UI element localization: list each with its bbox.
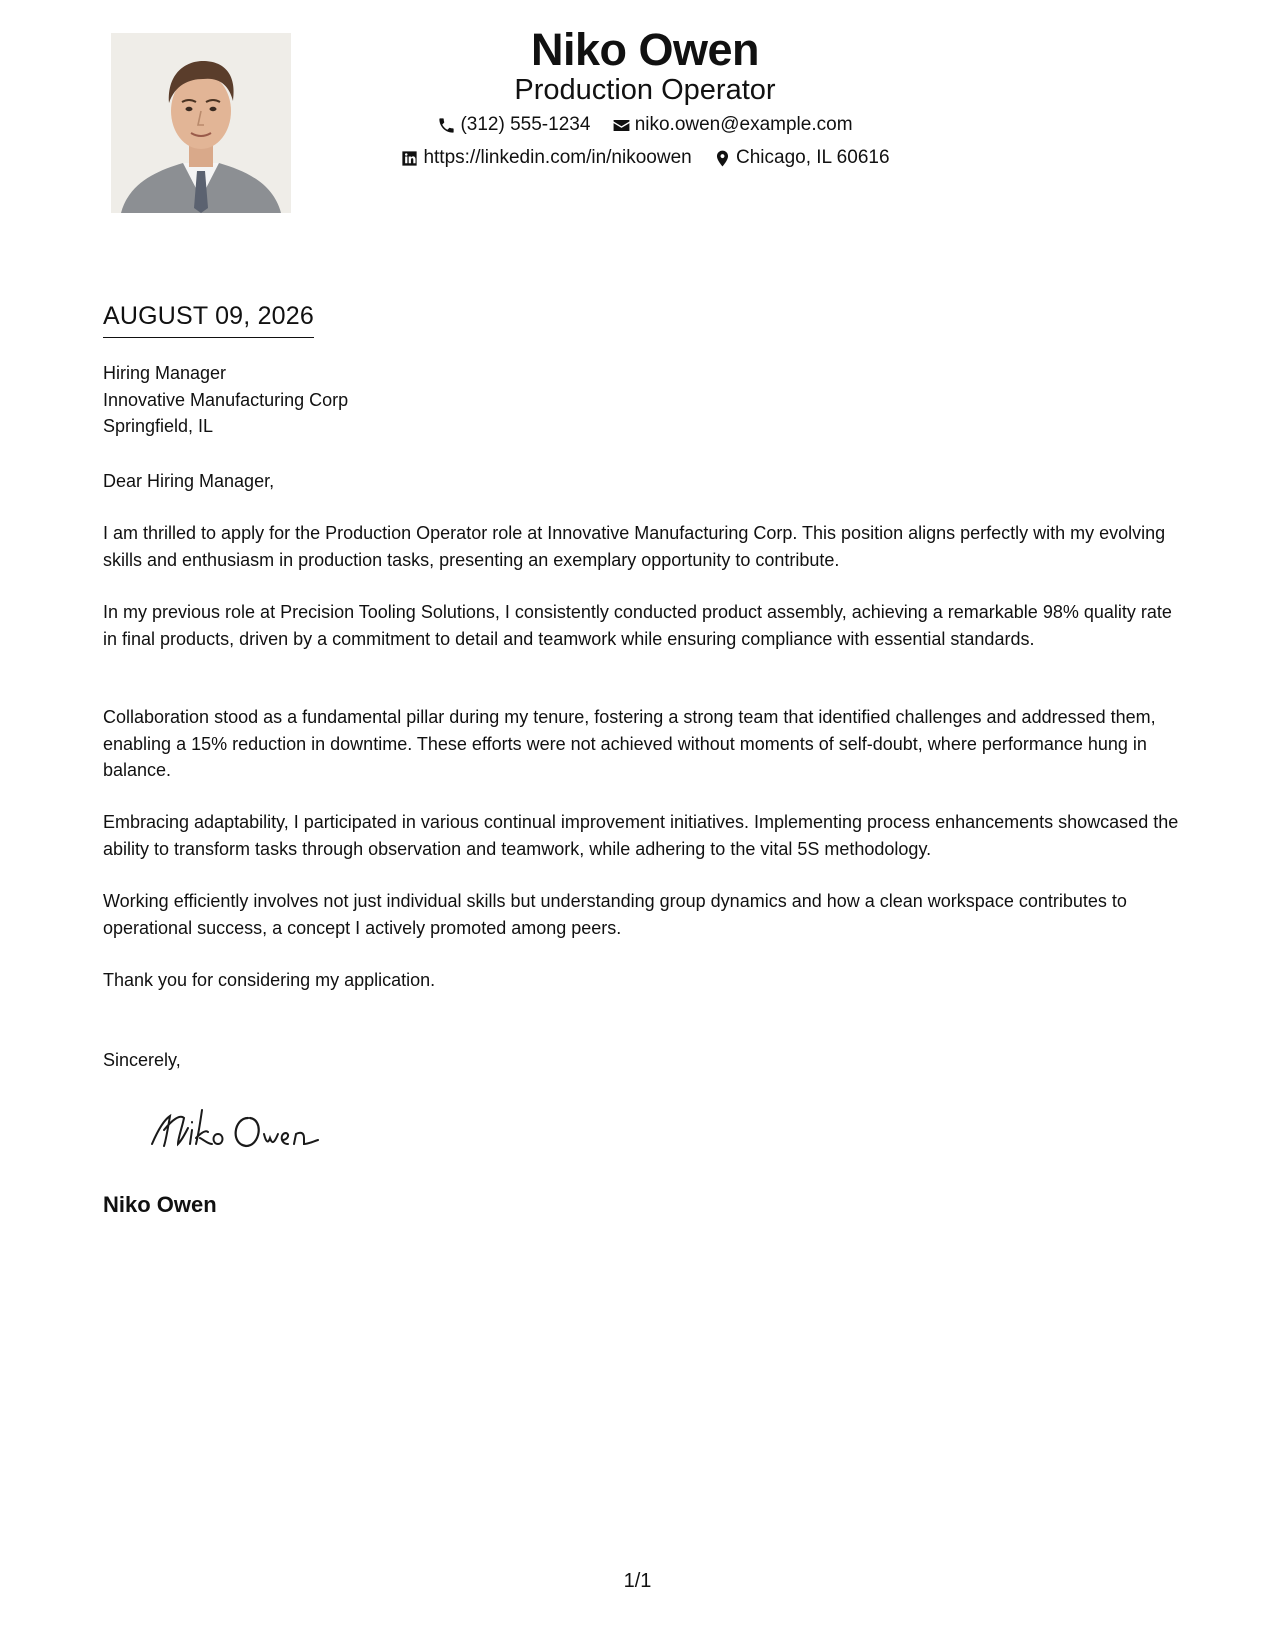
letter-paragraph: Thank you for considering my application. [103, 970, 436, 990]
handwritten-signature [148, 1100, 328, 1160]
letter-paragraph: I am thrilled to apply for the Production Operator role at Innovative Manufacturing Corp. This position aligns perfectly with my evolving skills and enthusiasm in production tasks, presenting an exemplary opportunity to contribute. [103, 523, 1166, 570]
candidate-role: Production Operator [514, 74, 776, 106]
signature-illustration [148, 1100, 328, 1160]
letter-closing: Sincerely, [103, 1050, 181, 1070]
letter-paragraph: Working efficiently involves not just individual skills but understanding group dynamics and how a clean workspace contributes to operational success, a concept I actively promoted among peers. [103, 891, 1127, 938]
letter-paragraph: In my previous role at Precision Tooling Solutions, I consistently conducted product assembly, achieving a remarkable 98% quality rate in final products, driven by a commitment to detail and teamwork while ensuring compliance with essential standards. [103, 602, 1172, 649]
contact-location [713, 145, 890, 171]
letter-paragraph: Collaboration stood as a fundamental pillar during my tenure, fostering a strong team that identified challenges and addressed them, enabling a 15% reduction in downtime. These efforts were not achieved without moments of self-doubt, where performance hung in balance. [103, 707, 1156, 780]
map-pin-icon [713, 149, 732, 168]
recipient-location: Springfield, IL [103, 416, 214, 436]
candidate-name: Niko Owen [530, 24, 760, 75]
email-text: niko.owen@example.com [634, 114, 853, 135]
profile-photo [111, 33, 291, 213]
letter-date: AUGUST 09, 2026 [103, 299, 314, 338]
recipient-title: Hiring Manager [103, 363, 227, 383]
signer-name: Niko Owen [103, 1192, 217, 1217]
envelope-icon [612, 116, 631, 135]
contact-line-primary [300, 112, 990, 143]
linkedin-text: https://linkedin.com/in/nikoowen [423, 147, 692, 168]
phone-icon [437, 116, 456, 135]
contact-email[interactable] [612, 112, 853, 138]
letter-paragraph: Embracing adaptability, I participated in various continual improvement initiatives. Implementing process enhancements showcased the ability to transform tasks through observation and teamwork, while adhering to the vital 5S methodology. [103, 812, 1179, 859]
contact-line-secondary [300, 145, 990, 176]
location-text: Chicago, IL 60616 [736, 147, 890, 168]
linkedin-icon [400, 149, 419, 168]
phone-text: (312) 555-1234 [460, 114, 591, 135]
contact-linkedin[interactable] [400, 145, 691, 171]
recipient-company: Innovative Manufacturing Corp [103, 389, 349, 410]
contact-phone[interactable] [437, 112, 590, 138]
profile-photo-illustration [111, 33, 291, 213]
letter-greeting: Dear Hiring Manager, [103, 471, 275, 491]
page-number: 1/1 [623, 1570, 652, 1592]
recipient-block [103, 360, 348, 440]
